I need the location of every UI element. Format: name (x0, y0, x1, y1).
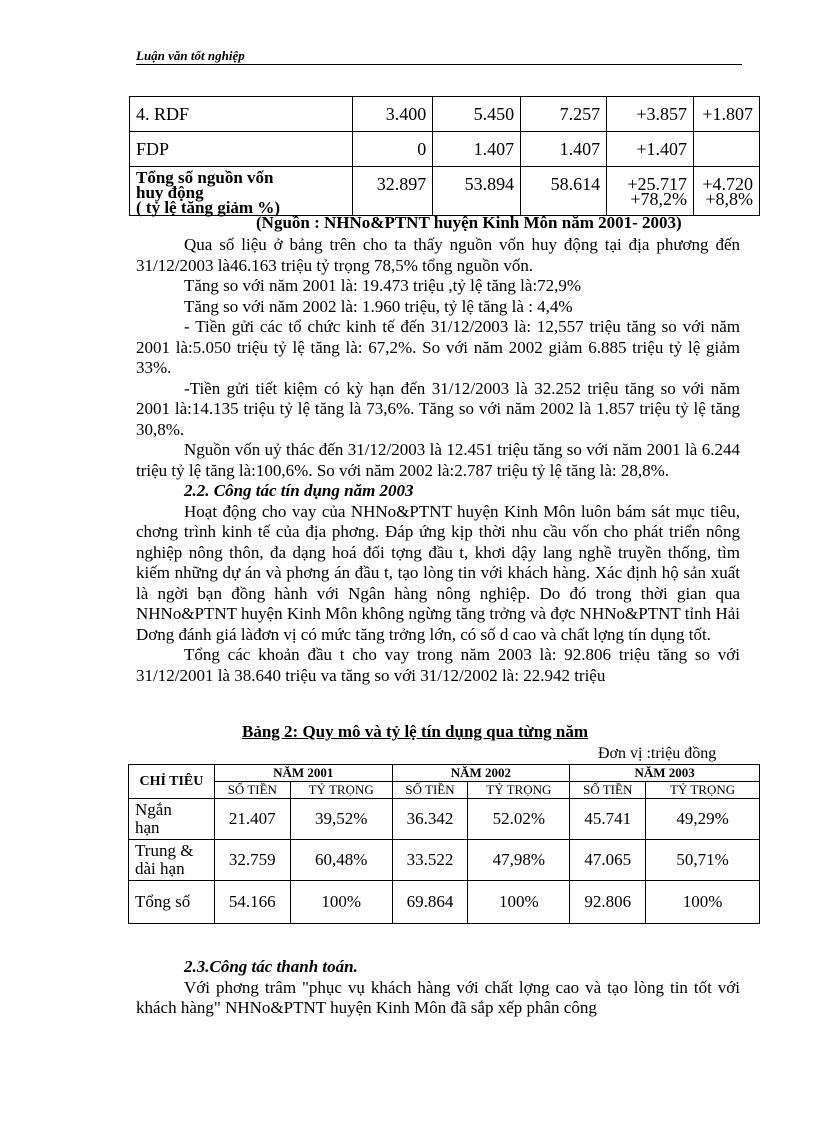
cell (693, 132, 759, 167)
paragraph: Tổng các khoản đầu t cho vay trong năm 2003 là: 92.806 triệu tăng so với 31/12/2001 là 38.640 triệu va tăng so với 31/12/2002 là: 22.942 triệu (136, 645, 740, 685)
year-header: NĂM 2002 (392, 765, 570, 782)
cell: 32.759 (214, 840, 290, 881)
table-row (129, 840, 760, 881)
cell: 47,98% (468, 840, 570, 881)
cell: 100% (468, 881, 570, 924)
row-label-line: hạn (135, 818, 160, 837)
subheader: SỐ TIỀN (214, 782, 290, 799)
subheader: TỶ TRỌNG (468, 782, 570, 799)
subheader: SỐ TIỀN (392, 782, 468, 799)
cell (607, 167, 694, 216)
paragraph: Tăng so với năm 2001 là: 19.473 triệu ,tỷ lệ tăng là:72,9% (184, 276, 582, 295)
cell: 53.894 (433, 167, 521, 216)
table-title: Bảng 2: Quy mô và tỷ lệ tín dụng qua từng năm (242, 722, 589, 741)
cell: 0 (353, 132, 433, 167)
body-section-a (136, 235, 740, 686)
subheader: SỐ TIỀN (570, 782, 646, 799)
cell: +1.407 (607, 132, 694, 167)
cell: 52.02% (468, 799, 570, 840)
subheader-row (129, 782, 760, 799)
paragraph: Tăng so với năm 2002 là: 1.960 triệu, tỷ lệ tăng là : 4,4% (184, 296, 573, 316)
cell: 7.257 (521, 97, 607, 132)
row-label: FDP (130, 132, 353, 167)
cell-percent: +8,8% (705, 189, 753, 209)
body-section-c (136, 957, 740, 1019)
paragraph: Với phơng trâm "phục vụ khách hàng với chất lợng cao và tạo lòng tin tốt với khách hàng" NHNo&PTNT huyện Kinh Môn đã sắp xếp phân công (136, 977, 740, 1017)
cell: 32.897 (353, 167, 433, 216)
total-label-line: ( tỷ lệ tăng giảm %) (136, 198, 281, 217)
corner-header: CHỈ TIÊU (129, 765, 215, 799)
page-header: Luận văn tốt nghiệp (136, 50, 742, 65)
total-label-line: huy động (136, 183, 204, 202)
header-row (129, 765, 760, 782)
table-row (130, 97, 760, 132)
paragraph: - Tiền gửi các tổ chức kinh tế đến 31/12/2003 là: 12,557 triệu tăng so với năm 2001 là:5.050 triệu tỷ lệ tăng là: 67,2%. So với năm 2002 giảm 6.885 triệu tỷ lệ giảm 33%. (136, 317, 740, 377)
paragraph: Hoạt động cho vay của NHNo&PTNT huyện Kinh Môn luôn bám sát mục tiêu, chơng trình kinh tế của địa phơng. Đáp ứng kịp thời nhu cầu vốn cho phát triển nông nghiệp nông thôn, đa dạng hoá đối tợng đầu t, khơi dậy lang nghề truyền thống, tìm kiếm những dự án và phơng án đầu t, tạo lòng tin với khách hàng. Xác định hộ sản xuất là ngời bạn đồng hành với Ngân hàng nông nghiệp. Do đó trong thời gian qua NHNo&PTNT huyện Kinh Môn không ngừng tăng trởng và đợc NHNo&PTNT tỉnh Hải Dơng đánh giá làđơn vị có mức tăng trởng lớn, có số d cao và chất lợng tín dụng tốt. (136, 501, 740, 644)
paragraph: Nguồn vốn uỷ thác đến 31/12/2003 là 12.451 triệu tăng so với năm 2001 là 6.244 triệu tỷ lệ tăng là:100,6%. So với năm 2002 là:2.787 triệu tỷ lệ tăng là: 28,8%. (136, 440, 740, 480)
cell: 69.864 (392, 881, 468, 924)
cell: 54.166 (214, 881, 290, 924)
cell: 58.614 (521, 167, 607, 216)
cell: 47.065 (570, 840, 646, 881)
cell: +3.857 (607, 97, 694, 132)
row-label-line: Ngắn (135, 800, 172, 819)
unit-label: Đơn vị :triệu đồng (598, 745, 717, 762)
year-header: NĂM 2003 (570, 765, 760, 782)
section-heading: 2.3.Công tác thanh toán. (184, 957, 358, 976)
cell: 3.400 (353, 97, 433, 132)
paragraph: -Tiền gửi tiết kiệm có kỳ hạn đến 31/12/2003 là 32.252 triệu tăng so với năm 2001 là:14.135 triệu tỷ lệ tăng là 73,6%. Tăng so với năm 2002 là 1.857 triệu tỷ lệ tăng 30,8%. (136, 378, 740, 439)
cell: 33.522 (392, 840, 468, 881)
capital-table (129, 96, 760, 216)
credit-table (128, 764, 760, 924)
cell: +1.807 (693, 97, 759, 132)
cell-value: +25.717 (627, 174, 687, 194)
cell: 45.741 (570, 799, 646, 840)
row-label-line: Trung & (135, 841, 194, 860)
cell (693, 167, 759, 216)
cell: 49,29% (646, 799, 760, 840)
section-heading: 2.2. Công tác tín dụng năm 2003 (184, 481, 414, 500)
cell: 39,52% (290, 799, 392, 840)
row-label-line: dài hạn (135, 859, 185, 878)
cell: 100% (290, 881, 392, 924)
cell-percent: +78,2% (630, 189, 687, 209)
cell: 100% (646, 881, 760, 924)
cell: 92.806 (570, 881, 646, 924)
subheader: TỶ TRỌNG (646, 782, 760, 799)
row-label: Tổng số (129, 881, 215, 924)
paragraph: Qua số liệu ở bảng trên cho ta thấy nguồn vốn huy động tại địa phương đến 31/12/2003 là46.163 triệu tỷ trọng 78,5% tổng nguồn vốn. (136, 235, 740, 275)
cell: 1.407 (521, 132, 607, 167)
total-label-line: Tổng số nguồn vốn (136, 168, 274, 187)
table-row (130, 132, 760, 167)
row-label: 4. RDF (130, 97, 353, 132)
cell: 21.407 (214, 799, 290, 840)
row-label (129, 840, 215, 881)
cell-value: +4.720 (702, 174, 753, 194)
total-label (130, 167, 353, 216)
subheader: TỶ TRỌNG (290, 782, 392, 799)
cell: 50,71% (646, 840, 760, 881)
year-header: NĂM 2001 (214, 765, 392, 782)
total-row (130, 167, 760, 216)
cell: 5.450 (433, 97, 521, 132)
cell: 36.342 (392, 799, 468, 840)
row-label (129, 799, 215, 840)
source-note: (Nguồn : NHNo&PTNT huyện Kinh Môn năm 2001- 2003) (256, 213, 682, 232)
cell: 1.407 (433, 132, 521, 167)
cell: 60,48% (290, 840, 392, 881)
table-row (129, 799, 760, 840)
total-row (129, 881, 760, 924)
